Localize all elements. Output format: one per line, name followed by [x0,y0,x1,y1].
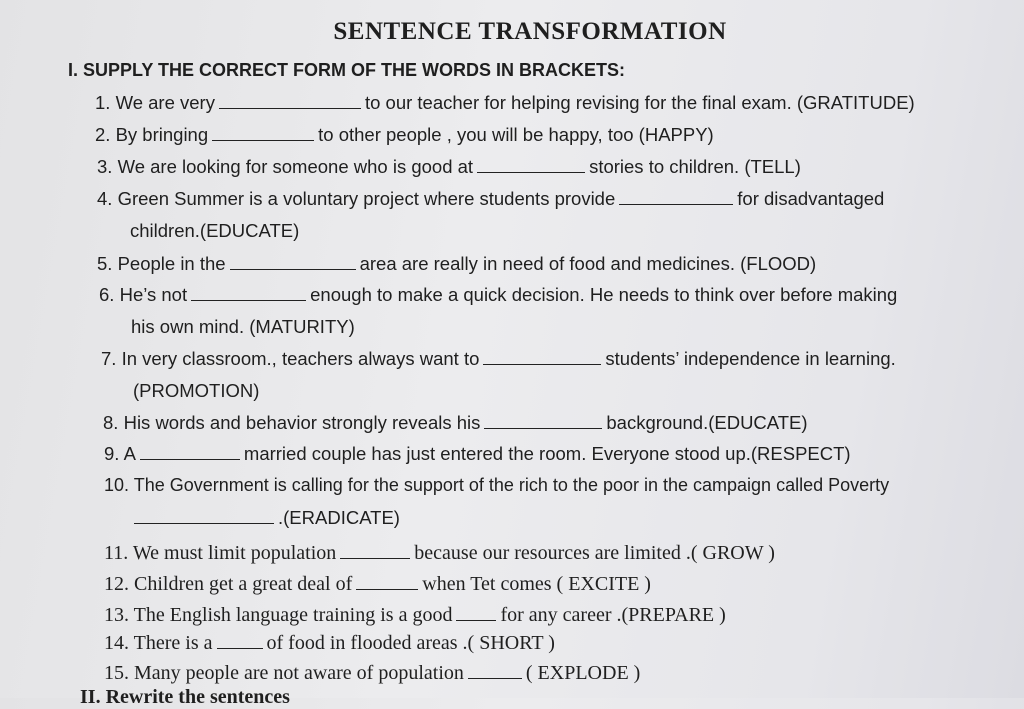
answer-blank[interactable] [484,414,602,429]
item-text-before: In very classroom., teachers always want to [121,348,480,369]
answer-blank[interactable] [477,158,585,173]
answer-blank[interactable] [456,606,496,621]
answer-blank[interactable] [230,255,356,270]
item-number: 1. [95,92,111,113]
exercise-item-4 [97,188,884,210]
item-text-after: to other people , you will be happy, too (HAPPY) [318,124,714,145]
item-text-before: The Government is calling for the support of the rich to the poor in the campaign called Poverty [133,475,890,495]
item-text-after: .(ERADICATE) [278,507,400,528]
item-text-after: for any career .(PREPARE ) [500,604,726,626]
item-number: 3. [97,156,113,177]
item-text-after: stories to children. (TELL) [589,156,801,177]
item-number: 9. [104,443,120,464]
item-text-after: when Tet comes ( EXCITE ) [422,573,651,595]
item-number: 12. [104,573,129,595]
item-text-after: enough to make a quick decision. He needs to think over before making [310,284,898,305]
item-number: 5. [97,253,113,274]
section-heading: I. SUPPLY THE CORRECT FORM OF THE WORDS IN BRACKETS: [68,60,626,80]
exercise-item-5 [97,253,816,275]
exercise-item-7 [101,348,896,370]
exercise-item-9 [104,443,851,465]
worksheet-title: SENTENCE TRANSFORMATION [333,18,727,45]
exercise-item-7-continued: (PROMOTION) [133,380,260,401]
item-text-before: He’s not [119,284,188,305]
exercise-item-10 [104,475,889,496]
exercise-item-10-continued [134,507,400,529]
answer-blank[interactable] [219,94,361,109]
item-text-after: to our teacher for helping revising for the final exam. (GRATITUDE) [364,92,915,113]
item-number: 4. [97,188,113,209]
item-text-before: We must limit population [132,542,337,564]
exercise-item-13 [104,604,726,627]
exercise-item-4-continued: children.(EDUCATE) [130,220,300,241]
exercise-item-2 [95,124,714,146]
exercise-item-1 [95,92,915,114]
item-number: 2. [95,124,111,145]
item-text-before: His words and behavior strongly reveals his [123,412,481,433]
item-text-after: married couple has just entered the room. Everyone stood up.(RESPECT) [243,443,851,464]
exercise-item-3 [97,156,801,178]
answer-blank[interactable] [212,126,314,141]
answer-blank[interactable] [140,445,240,460]
item-text-before: Many people are not aware of population [134,662,464,684]
section-2-heading: II. Rewrite the sentences [80,686,290,708]
answer-blank[interactable] [356,575,418,590]
item-text-after: of food in flooded areas .( SHORT ) [266,632,555,654]
item-number: 6. [99,284,115,305]
exercise-item-6-continued: his own mind. (MATURITY) [131,316,355,337]
item-text-before: Green Summer is a voluntary project where students provide [117,188,616,209]
item-text-after: because our resources are limited .( GROW ) [414,542,775,564]
item-text-before: By bringing [115,124,209,145]
item-number: 13. [104,604,129,626]
exercise-item-11 [104,542,775,565]
exercise-item-6 [99,284,897,306]
item-number: 8. [103,412,119,433]
item-text-before: Children get a great deal of [134,573,353,595]
item-number: 14. [104,632,129,654]
item-number: 15. [104,662,129,684]
answer-blank[interactable] [217,634,263,649]
item-text-before: The English language training is a good [133,604,453,626]
item-text-after: background.(EDUCATE) [606,412,808,433]
item-number: 11. [104,542,129,564]
item-number: 10. [104,475,130,495]
item-text-before: We are looking for someone who is good at [117,156,474,177]
item-text-after: area are really in need of food and medicines. (FLOOD) [359,253,817,274]
item-text-after: for disadvantaged [737,188,885,209]
item-text-before: A [123,443,136,464]
answer-blank[interactable] [191,286,306,301]
item-text-after: ( EXPLODE ) [525,662,641,684]
item-text-after: students’ independence in learning. [605,348,896,369]
answer-blank[interactable] [468,664,522,679]
item-number: 7. [101,348,117,369]
exercise-item-8 [103,412,808,434]
answer-blank[interactable] [340,544,410,559]
item-text-before: There is a [133,632,213,654]
answer-blank[interactable] [134,509,274,524]
exercise-item-15 [104,662,640,685]
exercise-item-12 [104,573,651,596]
item-text-before: We are very [115,92,215,113]
answer-blank[interactable] [619,190,733,205]
exercise-item-14 [104,632,555,655]
item-text-before: People in the [117,253,226,274]
answer-blank[interactable] [483,350,601,365]
